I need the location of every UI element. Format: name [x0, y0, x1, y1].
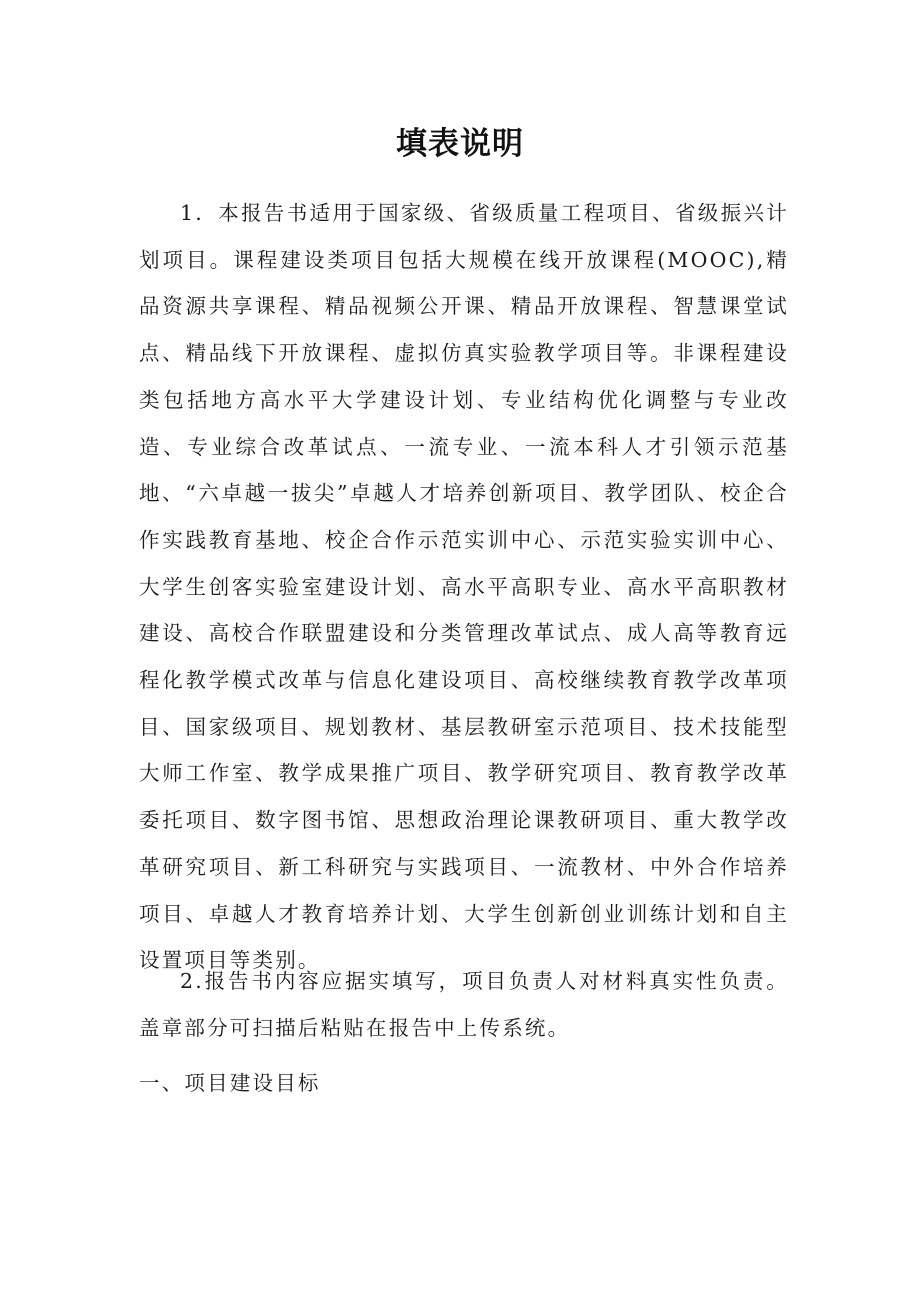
- instruction-paragraph-1: 1．本报告书适用于国家级、省级质量工程项目、省级振兴计划项目。课程建设类项目包括大规模在线开放课程(MOOC),精品资源共享课程、精品视频公开课、精品开放课程、智慧课堂试点、精品线下开放课程、虚拟仿真实验教学项目等。非课程建设类包括地方高水平大学建设计划、专业结构优化调整与专业改造、专业综合改革试点、一流专业、一流本科人才引领示范基地、“六卓越一拔尖”卓越人才培养创新项目、教学团队、校企合作实践教育基地、校企合作示范实训中心、示范实验实训中心、大学生创客实验室建设计划、高水平高职专业、高水平高职教材建设、高校合作联盟建设和分类管理改革试点、成人高等教育远程化教学模式改革与信息化建设项目、高校继续教育教学改革项目、国家级项目、规划教材、基层教研室示范项目、技术技能型大师工作室、教学成果推广项目、教学研究项目、教育教学改革委托项目、数字图书馆、思想政治理论课教研项目、重大教学改革研究项目、新工科研究与实践项目、一流教材、中外合作培养项目、卓越人才教育培养计划、大学生创新创业训练计划和自主设置项目等类别。: [139, 201, 789, 973]
- page-title: 填表说明: [396, 126, 524, 162]
- section-heading: 一、项目建设目标: [139, 1071, 321, 1095]
- instruction-paragraph-2: 2.报告书内容应据实填写，项目负责人对材料真实性负责。盖章部分可扫描后粘贴在报告中上传系统。: [139, 969, 789, 1040]
